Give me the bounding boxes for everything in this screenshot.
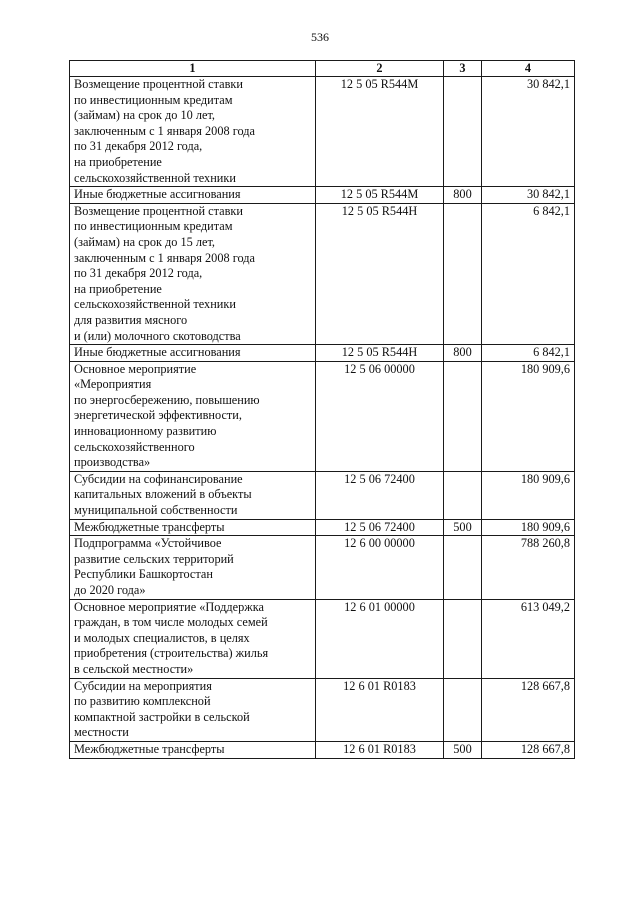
table-row [70, 187, 575, 204]
row-type [444, 536, 482, 599]
row-code: 12 5 05 R544M [316, 187, 444, 204]
row-amount: 613 049,2 [482, 599, 575, 678]
row-amount: 180 909,6 [482, 471, 575, 519]
row-code: 12 6 00 00000 [316, 536, 444, 599]
row-name: Иные бюджетные ассигнования [70, 187, 316, 204]
row-amount: 180 909,6 [482, 361, 575, 471]
row-type [444, 599, 482, 678]
row-amount: 30 842,1 [482, 77, 575, 187]
table-row [70, 471, 575, 519]
column-header-4: 4 [482, 61, 575, 77]
row-amount: 128 667,8 [482, 678, 575, 741]
table-row [70, 536, 575, 599]
row-code: 12 5 05 R544M [316, 77, 444, 187]
row-code: 12 5 05 R544H [316, 203, 444, 344]
row-code: 12 5 05 R544H [316, 345, 444, 362]
column-header-1: 1 [70, 61, 316, 77]
row-amount: 128 667,8 [482, 741, 575, 758]
row-type: 500 [444, 519, 482, 536]
table-row [70, 519, 575, 536]
row-type: 800 [444, 187, 482, 204]
row-type [444, 678, 482, 741]
table-row [70, 678, 575, 741]
table-row [70, 741, 575, 758]
row-type [444, 471, 482, 519]
row-type [444, 361, 482, 471]
page-number: 536 [311, 30, 329, 44]
row-name: Межбюджетные трансферты [70, 741, 316, 758]
row-name: Субсидии на мероприятия по развитию комплексной компактной застройки в сельской местности [70, 678, 316, 741]
row-code: 12 6 01 R0183 [316, 678, 444, 741]
row-name: Возмещение процентной ставки по инвестиционным кредитам (займам) на срок до 10 лет, заключенным с 1 января 2008 года по 31 декабря 2012 года, на приобретение сельскохозяйственной техники [70, 77, 316, 187]
row-name: Подпрограмма «Устойчивое развитие сельских территорий Республики Башкортостан до 2020 года» [70, 536, 316, 599]
row-code: 12 6 01 00000 [316, 599, 444, 678]
row-name: Основное мероприятие «Поддержка граждан, в том числе молодых семей и молодых специалистов, в целях приобретения (строительства) жилья в сельской местности» [70, 599, 316, 678]
row-amount: 788 260,8 [482, 536, 575, 599]
row-type [444, 203, 482, 344]
budget-table [69, 60, 575, 759]
table-row [70, 599, 575, 678]
table-header-row [70, 61, 575, 77]
row-amount: 180 909,6 [482, 519, 575, 536]
table-row [70, 77, 575, 187]
row-code: 12 5 06 72400 [316, 471, 444, 519]
row-type [444, 77, 482, 187]
row-name: Основное мероприятие «Мероприятия по энергосбережению, повышению энергетической эффективности, инновационному развитию сельскохозяйственного производства» [70, 361, 316, 471]
row-name: Межбюджетные трансферты [70, 519, 316, 536]
table-row [70, 203, 575, 344]
row-name: Иные бюджетные ассигнования [70, 345, 316, 362]
row-amount: 6 842,1 [482, 203, 575, 344]
row-type: 500 [444, 741, 482, 758]
row-name: Возмещение процентной ставки по инвестиционным кредитам (займам) на срок до 15 лет, заключенным с 1 января 2008 года по 31 декабря 2012 года, на приобретение сельскохозяйственной техники для развития мясного и (или) молочного скотоводства [70, 203, 316, 344]
row-amount: 6 842,1 [482, 345, 575, 362]
row-amount: 30 842,1 [482, 187, 575, 204]
table-row [70, 345, 575, 362]
row-code: 12 5 06 72400 [316, 519, 444, 536]
table-row [70, 361, 575, 471]
column-header-2: 2 [316, 61, 444, 77]
row-code: 12 5 06 00000 [316, 361, 444, 471]
row-code: 12 6 01 R0183 [316, 741, 444, 758]
row-type: 800 [444, 345, 482, 362]
row-name: Субсидии на софинансирование капитальных вложений в объекты муниципальной собственности [70, 471, 316, 519]
column-header-3: 3 [444, 61, 482, 77]
